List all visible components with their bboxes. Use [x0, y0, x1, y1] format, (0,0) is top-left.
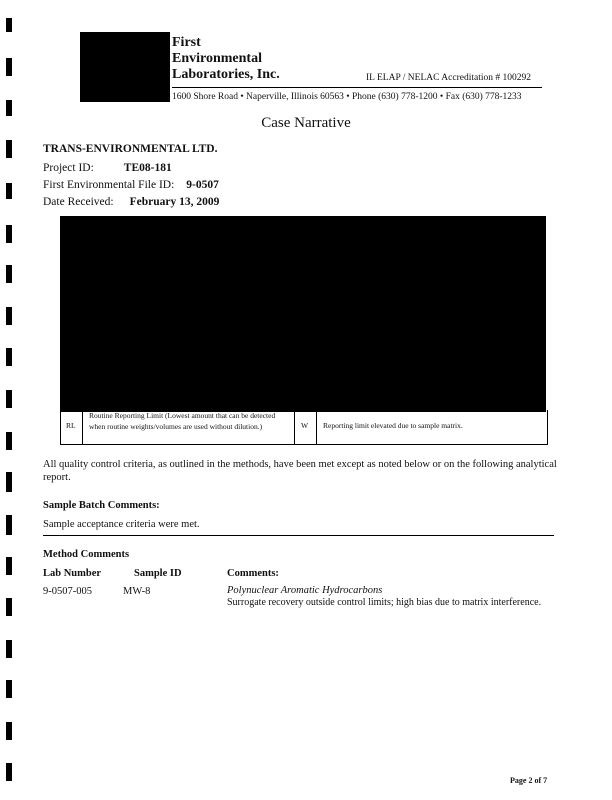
company-address: 1600 Shore Road • Naperville, Illinois 60563 • Phone (630) 778-1200 • Fax (630) 778-1233 — [172, 92, 522, 102]
binder-mark — [6, 307, 12, 325]
method-comments-heading: Method Comments — [43, 549, 130, 560]
binder-mark — [6, 183, 12, 199]
company-name-line1: First — [172, 35, 201, 50]
binder-mark — [6, 722, 12, 740]
project-id-label: Project ID: — [43, 162, 94, 174]
qualifier-code-cell — [295, 410, 317, 444]
qualifier-table — [60, 410, 548, 445]
qualifier-code: RL — [66, 421, 76, 430]
client-name: TRANS-ENVIRONMENTAL LTD. — [43, 143, 218, 155]
binder-mark — [6, 432, 12, 450]
qualifier-description-cell — [317, 410, 547, 444]
date-received-label: Date Received: — [43, 196, 114, 208]
company-name — [172, 35, 280, 83]
comment-cell: Surrogate recovery outside control limits; high bias due to matrix interference. — [227, 597, 542, 608]
date-received-row — [43, 196, 219, 208]
date-received-value: February 13, 2009 — [129, 196, 220, 208]
binder-mark — [6, 472, 12, 492]
binder-mark — [6, 640, 12, 658]
qc-statement: All quality control criteria, as outlined in the methods, have been met except as noted below or on the following analytical report. — [43, 459, 557, 483]
binder-mark — [6, 680, 12, 698]
qualifier-description: Reporting limit elevated due to sample matrix. — [323, 421, 463, 430]
company-logo — [80, 32, 170, 102]
binder-mark — [6, 390, 12, 408]
col-header-sample-id: Sample ID — [134, 568, 182, 579]
file-id-value: 9-0507 — [186, 179, 219, 191]
col-header-comments: Comments: — [227, 568, 279, 579]
lab-number-cell: 9-0507-005 — [43, 586, 92, 597]
qualifier-description-cell — [83, 410, 295, 444]
binder-mark — [6, 348, 12, 366]
section-divider — [43, 535, 554, 536]
binder-mark — [6, 18, 12, 32]
project-id-value: TE08-181 — [123, 162, 172, 174]
sample-batch-text: Sample acceptance criteria were met. — [43, 519, 200, 530]
sample-id-cell: MW-8 — [123, 586, 151, 597]
file-id-row — [43, 179, 219, 191]
binder-mark — [6, 515, 12, 535]
binder-mark — [6, 58, 12, 76]
binder-mark — [6, 225, 12, 243]
binder-mark — [6, 265, 12, 283]
header-divider — [172, 87, 542, 88]
accreditation-text: IL ELAP / NELAC Accreditation # 100292 — [366, 73, 531, 83]
company-name-line3: Laboratories, Inc. — [172, 67, 280, 82]
page-number: Page 2 of 7 — [510, 776, 548, 785]
file-id-label: First Environmental File ID: — [43, 179, 175, 191]
binder-mark — [6, 763, 12, 781]
company-name-line2: Environmental — [172, 51, 262, 66]
binder-mark — [6, 100, 12, 116]
qualifier-description: Routine Reporting Limit (Lowest amount that can be detected when routine weights/volumes are used without dilution.) — [89, 411, 276, 431]
redacted-block — [60, 216, 546, 412]
method-name-cell: Polynuclear Aromatic Hydrocarbons — [227, 585, 383, 596]
page-title: Case Narrative — [261, 115, 351, 131]
binder-mark — [6, 140, 12, 158]
qualifier-code: W — [301, 421, 309, 430]
binder-mark — [6, 557, 12, 575]
binder-mark — [6, 598, 12, 616]
project-id-row — [43, 162, 172, 174]
sample-batch-heading: Sample Batch Comments: — [43, 500, 160, 511]
qualifier-code-cell — [61, 410, 83, 444]
col-header-lab-number: Lab Number — [43, 568, 102, 579]
